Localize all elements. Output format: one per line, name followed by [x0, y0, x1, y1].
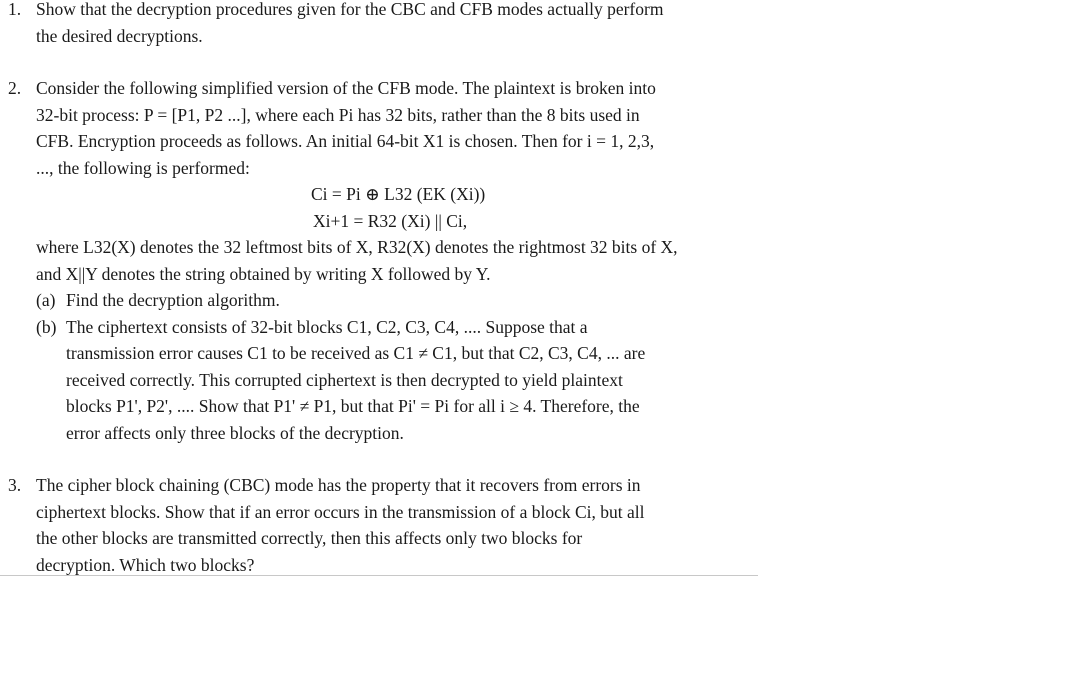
question-text-line: Consider the following simplified version of the CFB mode. The plaintext is broken into — [36, 78, 656, 98]
question-text-line: ciphertext blocks. Show that if an error occurs in the transmission of a block Ci, but all — [36, 501, 645, 522]
equation-shift-register: Xi+1 = R32 (Xi) || Ci, — [313, 210, 468, 231]
question-text-line: where L32(X) denotes the 32 leftmost bits of X, R32(X) denotes the rightmost 32 bits of X, — [36, 237, 678, 257]
question-number: 1. — [8, 0, 22, 19]
question-text-line: Show that the decryption procedures given for the CBC and CFB modes actually perform — [36, 0, 664, 19]
part-b-label: (b) — [36, 316, 57, 337]
part-b-text-line: received correctly. This corrupted ciphertext is then decrypted to yield plaintext — [66, 369, 623, 390]
question-2 — [8, 75, 753, 446]
question-text-line: ..., the following is performed: — [36, 157, 250, 178]
question-text-line: 32-bit process: P = [P1, P2 ...], where each Pi has 32 bits, rather than the 8 bits used in — [36, 104, 640, 125]
question-number: 2. — [8, 78, 22, 98]
question-text-line: CFB. Encryption proceeds as follows. An initial 64-bit X1 is chosen. Then for i = 1, 2,3, — [36, 131, 655, 151]
part-b-text-line: The ciphertext consists of 32-bit blocks C1, C2, C3, C4, .... Suppose that a — [66, 316, 588, 337]
question-text-line: The cipher block chaining (CBC) mode has the property that it recovers from errors in — [36, 475, 641, 495]
part-b-text-line: transmission error causes C1 to be received as C1 ≠ C1, but that C2, C3, C4, ... are — [66, 343, 646, 363]
question-3 — [8, 472, 753, 578]
question-number: 3. — [8, 475, 22, 495]
question-text-line: the desired decryptions. — [36, 25, 203, 46]
question-text-line: decryption. Which two blocks? — [36, 554, 255, 575]
part-b-text-line: blocks P1', P2', .... Show that P1' ≠ P1, but that Pi' = Pi for all i ≥ 4. Therefore, the — [66, 396, 640, 416]
part-a-label: (a) — [36, 290, 56, 310]
part-a — [36, 287, 753, 314]
part-a-text: Find the decryption algorithm. — [66, 290, 280, 310]
equation-ciphertext: Ci = Pi ⊕ L32 (EK (Xi)) — [311, 184, 486, 204]
part-b — [36, 314, 753, 447]
question-text-line: and X||Y denotes the string obtained by writing X followed by Y. — [36, 263, 491, 284]
part-b-text-line: error affects only three blocks of the decryption. — [66, 422, 404, 443]
question-1 — [8, 0, 753, 49]
question-text-line: the other blocks are transmitted correctly, then this affects only two blocks for — [36, 528, 583, 548]
bottom-divider — [0, 575, 758, 576]
